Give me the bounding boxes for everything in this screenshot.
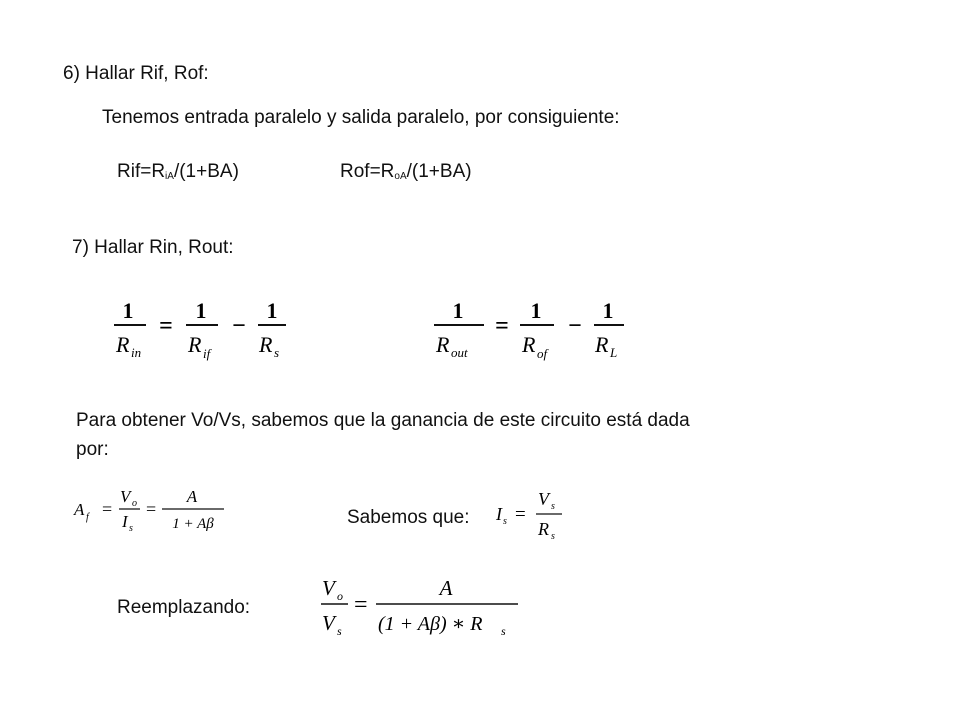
is-equation [492, 484, 572, 544]
rif-subscript: iA [165, 171, 174, 182]
af-numerator: A [186, 487, 198, 506]
rout-equals: = [495, 313, 509, 339]
rin-t2-base: R [259, 332, 273, 357]
final-numerator: A [439, 576, 453, 600]
final-equation [318, 567, 528, 647]
gain-text-line1: Para obtener Vo/Vs, sabemos que la ganancia de este circuito está dada [76, 410, 690, 431]
rout-lhs-sub: out [451, 345, 468, 360]
rin-minus: − [232, 313, 246, 339]
rout-equation [430, 290, 640, 370]
rin-t1-base: R [188, 332, 202, 357]
is-equals: = [515, 504, 526, 525]
rout-t1-numerator: 1 [530, 298, 542, 323]
rin-equals: = [159, 313, 173, 339]
rof-subscript: oA [394, 171, 407, 182]
af-equation [72, 482, 232, 542]
rout-lhs-base: R [436, 332, 450, 357]
rif-suffix: /(1+BA) [173, 161, 239, 182]
rof-suffix: /(1+BA) [406, 161, 472, 182]
is-lhs-sub: s [503, 516, 507, 527]
rin-lhs-numerator: 1 [122, 298, 134, 323]
is-denominator-sub: s [551, 531, 555, 542]
af-is-sub: s [129, 523, 133, 534]
rout-t1-base: R [522, 332, 536, 357]
af-vo-sub: o [132, 498, 137, 509]
final-denominator: (1 + Aβ) ∗ R [378, 613, 483, 635]
rin-t2-numerator: 1 [266, 298, 278, 323]
final-denominator-sub: s [501, 624, 506, 638]
af-equals-1: = [102, 499, 113, 519]
rin-lhs-sub: in [131, 345, 142, 360]
rout-t2-base: R [595, 332, 609, 357]
af-lhs-sub: f [86, 512, 89, 523]
gain-text-line2: por: [76, 439, 109, 460]
rout-minus: − [568, 313, 582, 339]
is-lhs: I [496, 504, 502, 524]
final-vs: V [322, 611, 335, 635]
rif-prefix: Rif=R [117, 161, 166, 182]
af-equals-2: = [146, 499, 157, 519]
is-numerator: V [538, 489, 549, 509]
section6-intro: Tenemos entrada paralelo y salida paralelo, por consiguiente: [102, 107, 620, 128]
final-vo-sub: o [337, 589, 343, 603]
rin-equation [110, 290, 310, 370]
rin-t2-sub: s [274, 345, 280, 360]
af-is: I [122, 512, 128, 531]
reemplazando-label: Reemplazando: [117, 597, 251, 618]
rof-prefix: Rof=R [340, 161, 395, 182]
af-denominator: 1 + Aβ [172, 516, 214, 532]
sabemos-label: Sabemos que: [347, 507, 470, 528]
rin-t1-sub: if [203, 346, 211, 361]
is-denominator: R [538, 519, 549, 539]
rof-formula [340, 159, 472, 190]
af-vo: V [120, 487, 131, 506]
af-lhs: A [74, 500, 85, 519]
is-numerator-sub: s [551, 501, 555, 512]
rout-t2-sub: L [610, 345, 618, 360]
section7-heading: 7) Hallar Rin, Rout: [72, 237, 234, 258]
rout-lhs-numerator: 1 [452, 298, 464, 323]
rout-t1-sub: of [537, 346, 548, 361]
final-equals: = [354, 592, 368, 618]
rif-formula [117, 159, 239, 190]
final-vo: V [322, 576, 335, 600]
rout-t2-numerator: 1 [602, 298, 614, 323]
rin-t1-numerator: 1 [195, 298, 207, 323]
final-vs-sub: s [337, 624, 342, 638]
rin-lhs-base: R [116, 332, 130, 357]
section6-heading: 6) Hallar Rif, Rof: [63, 63, 209, 84]
